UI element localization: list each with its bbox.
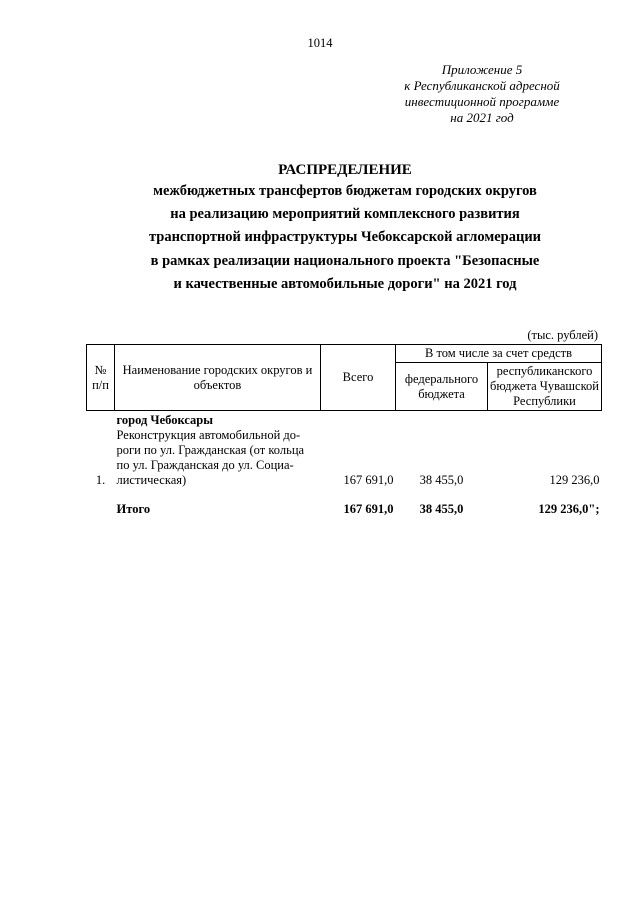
title-line: в рамках реализации национального проекта "Безопасные xyxy=(150,252,540,269)
header-including: В том числе за счет средств xyxy=(396,345,602,363)
total-row xyxy=(87,502,602,517)
header-total: Всего xyxy=(321,345,396,411)
total-republic: 129 236,0"; xyxy=(538,502,600,516)
object-name-line: Реконструкция автомобильной до- xyxy=(116,428,301,442)
object-name xyxy=(115,428,321,488)
header-republic: республиканского бюджета Чувашской Республики xyxy=(488,363,602,411)
title-line: межбюджетных трансфертов бюджетам городских округов xyxy=(153,183,537,199)
total-label: Итого xyxy=(116,502,151,516)
group-label: город Чебоксары xyxy=(116,413,214,427)
title-line: и качественные автомобильные дороги" на 2021 год xyxy=(173,275,517,292)
table-row xyxy=(87,411,602,429)
document-title xyxy=(0,160,640,296)
distribution-table xyxy=(86,344,602,517)
header-name: Наименование городских округов и объектов xyxy=(115,345,321,411)
total-sum: 167 691,0 xyxy=(343,502,394,516)
appendix-line: инвестиционной программе xyxy=(404,94,560,109)
row-total: 167 691,0 xyxy=(343,473,394,487)
object-name-line: листическая) xyxy=(116,473,187,487)
row-federal: 38 455,0 xyxy=(419,473,464,487)
total-federal: 38 455,0 xyxy=(419,502,464,516)
title-main: РАСПРЕДЕЛЕНИЕ xyxy=(278,162,412,178)
title-line: на реализацию мероприятий комплексного развития xyxy=(170,206,520,223)
table-row xyxy=(87,428,602,488)
object-name-line: роги по ул. Гражданская (от кольца xyxy=(116,443,305,457)
unit-note: (тыс. рублей) xyxy=(527,328,598,342)
header-federal: федерального бюджета xyxy=(396,363,488,411)
object-name-line: по ул. Гражданская до ул. Социа- xyxy=(116,458,294,472)
appendix-line: Приложение 5 xyxy=(441,62,523,77)
appendix-line: к Республиканской адресной xyxy=(404,78,560,93)
header-num: № п/п xyxy=(87,345,115,411)
appendix-note xyxy=(372,62,592,126)
appendix-line: на 2021 год xyxy=(450,110,514,125)
title-line: транспортной инфраструктуры Чебоксарской агломерации xyxy=(148,229,542,246)
row-republic: 129 236,0 xyxy=(549,473,600,487)
page-number: 1014 xyxy=(307,36,333,50)
row-number: 1. xyxy=(95,473,106,487)
